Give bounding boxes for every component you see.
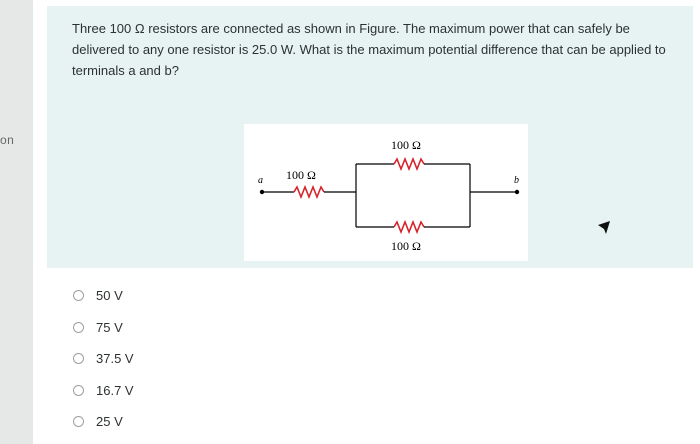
- radio-button[interactable]: [73, 416, 84, 427]
- left-sidebar-strip: [0, 0, 33, 444]
- radio-button[interactable]: [73, 353, 84, 364]
- answer-option-37-5v[interactable]: [73, 343, 134, 375]
- terminal-b-dot: [515, 190, 519, 194]
- sidebar-cut-text: on: [0, 133, 15, 147]
- answer-option-50v[interactable]: [73, 280, 134, 312]
- question-text: Three 100 Ω resistors are connected as shown in Figure. The maximum power that can safely be delivered to any one resistor is 25.0 W. What is the maximum potential difference that can be applied to terminals a and b?: [72, 21, 666, 78]
- answer-label: 37.5 V: [96, 351, 134, 367]
- answer-option-16-7v[interactable]: [73, 375, 134, 407]
- resistor-top-zigzag: [394, 159, 424, 169]
- resistor-series-zigzag: [294, 187, 324, 197]
- resistor-series-label: 100 Ω: [286, 168, 316, 182]
- answer-option-25v[interactable]: [73, 406, 134, 438]
- resistor-bottom-zigzag: [394, 222, 424, 232]
- answer-label: 50 V: [96, 288, 123, 304]
- mouse-pointer-icon: [598, 221, 610, 235]
- terminal-b-label: b: [514, 175, 519, 186]
- answer-label: 75 V: [96, 319, 123, 335]
- radio-button[interactable]: [73, 290, 84, 301]
- radio-button[interactable]: [73, 385, 84, 396]
- answer-options: [73, 280, 134, 438]
- question-panel: [47, 6, 693, 268]
- answer-label: 16.7 V: [96, 382, 134, 398]
- terminal-a-label: a: [258, 175, 263, 186]
- radio-button[interactable]: [73, 322, 84, 333]
- resistor-top-label: 100 Ω: [391, 138, 421, 152]
- answer-option-75v[interactable]: [73, 312, 134, 344]
- resistor-bottom-label: 100 Ω: [391, 239, 421, 253]
- question-card: [33, 0, 700, 444]
- answer-label: 25 V: [96, 414, 123, 430]
- circuit-figure: [244, 124, 528, 261]
